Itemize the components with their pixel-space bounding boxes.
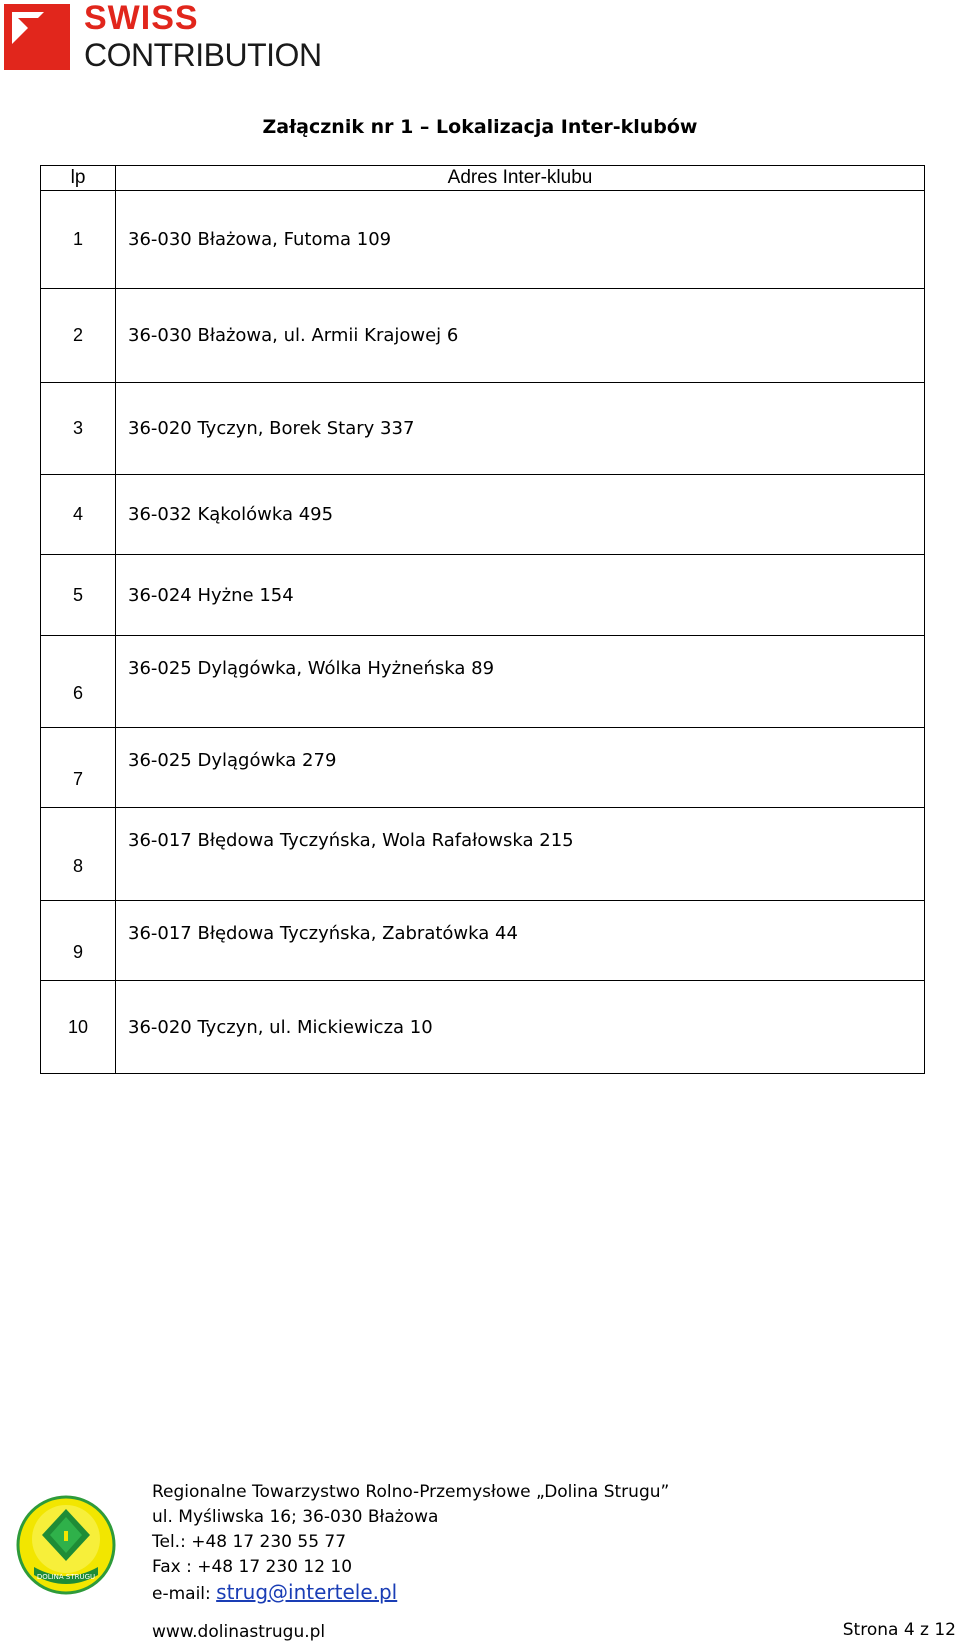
header-lp: lp [41,166,116,191]
table-row [41,191,925,289]
row-lp: 8 [41,808,116,901]
logo-line2: CONTRIBUTION [84,37,322,73]
table-row [41,901,925,981]
footer-address: ul. Myśliwska 16; 36-030 Błażowa [152,1507,439,1527]
row-lp: 5 [41,555,116,636]
table-row [41,475,925,555]
row-address: 36-030 Błażowa, ul. Armii Krajowej 6 [116,289,925,383]
header-address: Adres Inter-klubu [116,166,925,191]
row-lp: 9 [41,901,116,981]
footer-contact [152,1480,670,1642]
table-row [41,383,925,475]
locations-table [40,165,925,1074]
row-lp: 1 [41,191,116,289]
table-row [41,808,925,901]
row-address: 36-017 Błędowa Tyczyńska, Zabratówka 44 [116,901,925,981]
row-address: 36-025 Dylągówka, Wólka Hyżneńska 89 [116,636,925,728]
swiss-contribution-logo [4,0,324,73]
footer-org: Regionalne Towarzystwo Rolno-Przemysłowe „Dolina Strugu” [152,1482,670,1502]
row-address: 36-030 Błażowa, Futoma 109 [116,191,925,289]
row-lp: 6 [41,636,116,728]
row-lp: 3 [41,383,116,475]
row-address: 36-020 Tyczyn, Borek Stary 337 [116,383,925,475]
row-address: 36-025 Dylągówka 279 [116,728,925,808]
row-address: 36-017 Błędowa Tyczyńska, Wola Rafałowska 215 [116,808,925,901]
footer-email-line [152,1580,669,1607]
row-address: 36-024 Hyżne 154 [116,555,925,636]
dolina-strugu-logo-icon [16,1495,116,1595]
logo-line1: SWISS [84,0,199,37]
footer-website[interactable]: www.dolinastrugu.pl [152,1622,326,1642]
swiss-logo-mark-icon [4,4,70,70]
svg-text:DOLINA STRUGU: DOLINA STRUGU [36,1573,96,1581]
row-lp: 4 [41,475,116,555]
table-row [41,289,925,383]
footer-fax: Fax : +48 17 230 12 10 [152,1557,353,1577]
row-address: 36-032 Kąkolówka 495 [116,475,925,555]
row-lp: 7 [41,728,116,808]
table-row [41,636,925,728]
row-address: 36-020 Tyczyn, ul. Mickiewicza 10 [116,981,925,1074]
footer-tel: Tel.: +48 17 230 55 77 [152,1532,347,1552]
table-row [41,728,925,808]
page-title: Załącznik nr 1 – Lokalizacja Inter-klubów [262,116,698,138]
table-row [41,981,925,1074]
footer-email-link[interactable]: strug@intertele.pl [216,1580,398,1604]
footer-email-label: e-mail: [152,1584,217,1604]
table-header-row [41,166,925,191]
row-lp: 2 [41,289,116,383]
page-number: Strona 4 z 12 [842,1620,956,1640]
row-lp: 10 [41,981,116,1074]
table-row [41,555,925,636]
